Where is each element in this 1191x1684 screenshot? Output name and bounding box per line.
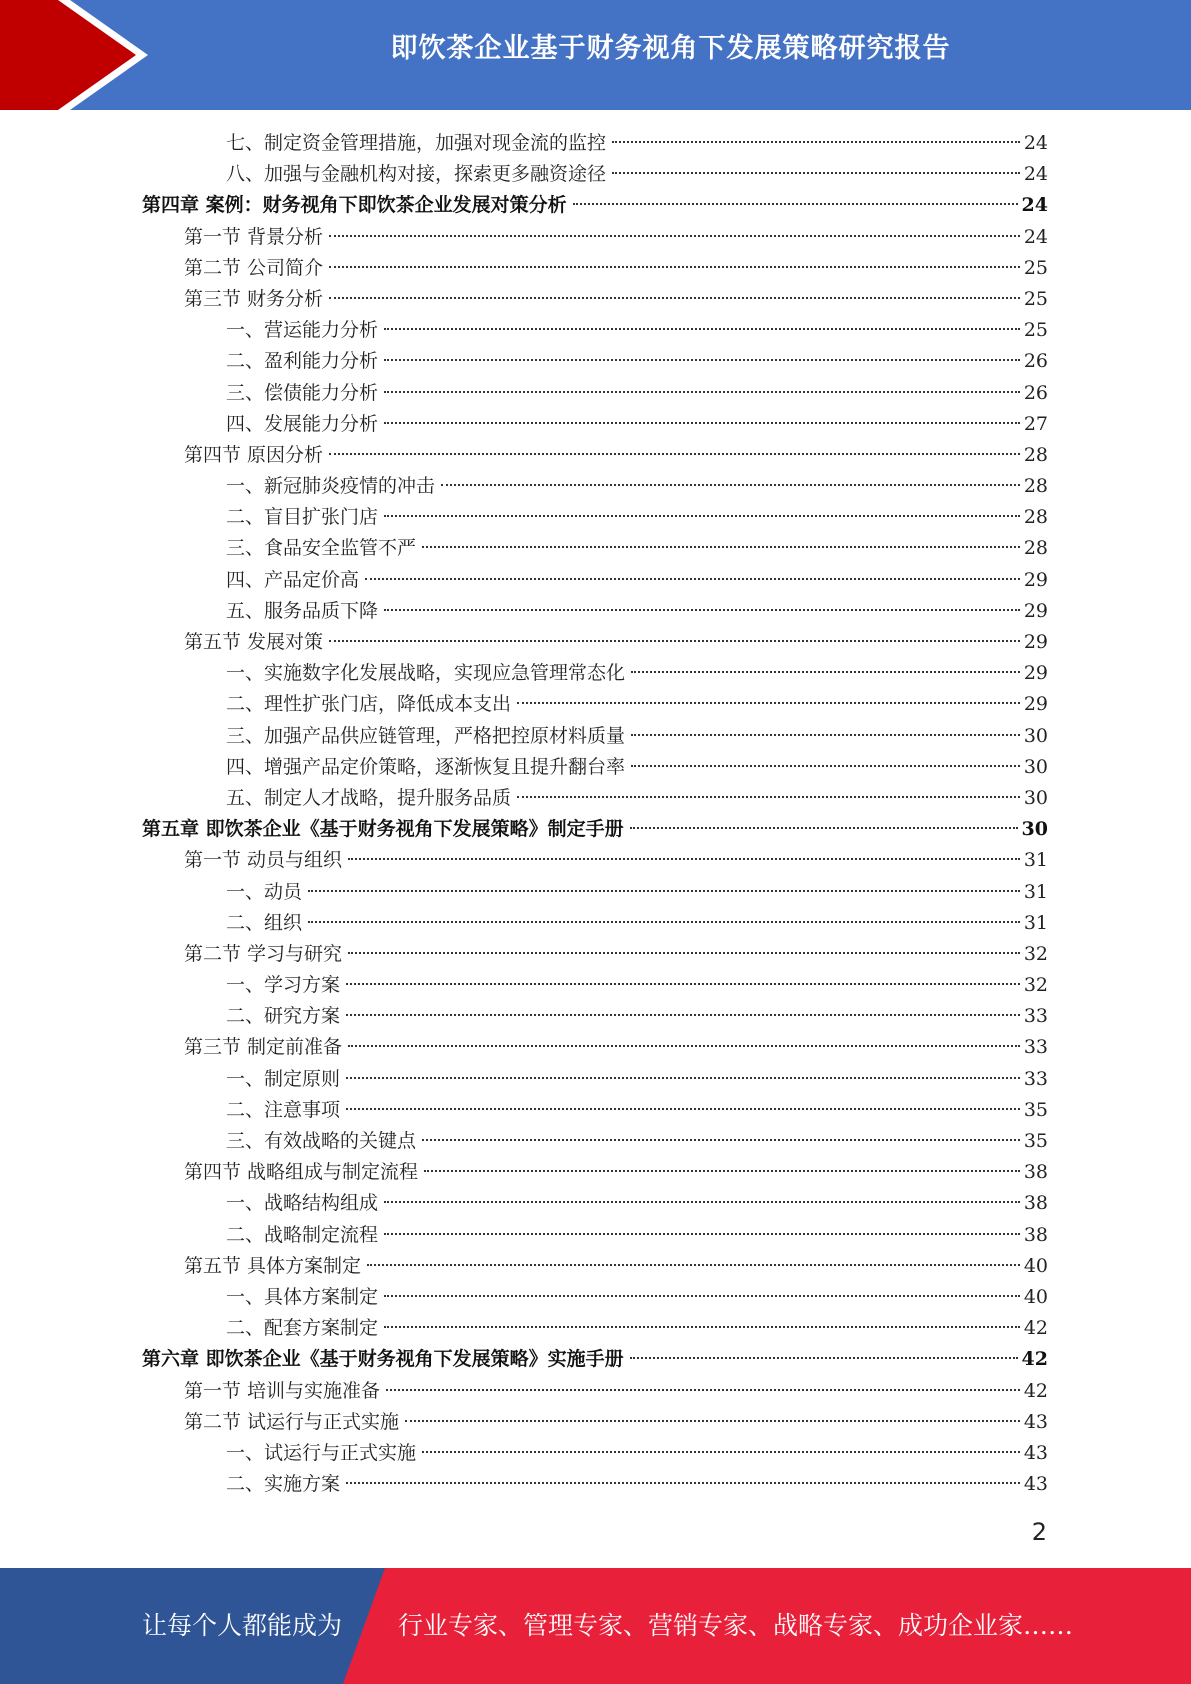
toc-dot-leader — [630, 1357, 1018, 1359]
toc-section-entry[interactable] — [142, 440, 1048, 471]
toc-entry-page: 35 — [1023, 1130, 1048, 1152]
toc-subsection-entry[interactable] — [142, 315, 1048, 346]
toc-dot-leader — [573, 203, 1018, 205]
toc-entry-title: 一、实施数字化发展战略，实现应急管理常态化 — [226, 662, 626, 685]
toc-entry-title: 一、具体方案制定 — [226, 1285, 379, 1308]
footer-slogan-right: 行业专家、管理专家、营销专家、战略专家、成功企业家…… — [398, 1611, 1074, 1640]
toc-dot-leader — [424, 1170, 1020, 1172]
toc-dot-leader — [384, 1233, 1020, 1235]
toc-dot-leader — [384, 515, 1020, 517]
toc-entry-page: 28 — [1023, 443, 1048, 466]
toc-entry-title: 三、有效战略的关键点 — [226, 1130, 417, 1152]
toc-dot-leader — [348, 952, 1020, 954]
toc-section-entry[interactable] — [142, 1407, 1048, 1438]
toc-entry-page: 25 — [1023, 256, 1048, 279]
toc-entry-page: 29 — [1023, 599, 1048, 622]
toc-dot-leader — [405, 1420, 1020, 1422]
toc-entry-title: 第三节 财务分析 — [184, 287, 324, 310]
toc-entry-page: 26 — [1023, 350, 1048, 373]
toc-entry-title: 一、战略结构组成 — [226, 1192, 379, 1215]
toc-entry-page: 33 — [1023, 1005, 1048, 1028]
toc-entry-title: 第三节 制定前准备 — [184, 1036, 343, 1059]
toc-subsection-entry[interactable] — [142, 128, 1048, 159]
toc-dot-leader — [346, 1482, 1020, 1484]
toc-subsection-entry[interactable] — [142, 689, 1048, 720]
toc-subsection-entry[interactable] — [142, 1469, 1048, 1500]
toc-entry-title: 四、增强产品定价策略，逐渐恢复且提升翻台率 — [226, 755, 626, 778]
toc-entry-page: 28 — [1023, 506, 1048, 529]
toc-dot-leader — [612, 172, 1020, 174]
toc-entry-title: 二、盲目扩张门店 — [226, 506, 379, 529]
toc-dot-leader — [630, 827, 1018, 829]
toc-section-entry[interactable] — [142, 222, 1048, 253]
toc-section-entry[interactable] — [142, 939, 1048, 970]
toc-entry-page: 42 — [1023, 1317, 1048, 1340]
toc-dot-leader — [346, 1108, 1020, 1110]
toc-entry-page: 42 — [1023, 1379, 1048, 1402]
toc-dot-leader — [367, 1264, 1020, 1266]
toc-entry-page: 30 — [1023, 755, 1048, 778]
toc-dot-leader — [384, 328, 1020, 330]
toc-entry-title: 四、产品定价高 — [226, 568, 360, 591]
toc-subsection-entry[interactable] — [142, 908, 1048, 939]
toc-entry-page: 30 — [1023, 724, 1048, 747]
toc-chapter-entry[interactable] — [142, 190, 1048, 221]
toc-subsection-entry[interactable] — [142, 1001, 1048, 1032]
toc-dot-leader — [517, 796, 1020, 798]
page-header — [0, 0, 1191, 110]
toc-subsection-entry[interactable] — [142, 346, 1048, 377]
toc-dot-leader — [329, 235, 1020, 237]
toc-entry-page: 24 — [1023, 225, 1048, 248]
toc-dot-leader — [517, 702, 1020, 704]
footer-slogan-left: 让每个人都能成为 — [142, 1611, 343, 1640]
toc-dot-leader — [631, 734, 1020, 736]
toc-entry-page: 38 — [1023, 1161, 1048, 1184]
toc-section-entry[interactable] — [142, 845, 1048, 876]
toc-dot-leader — [329, 453, 1020, 455]
toc-entry-page: 30 — [1021, 818, 1048, 841]
page-number: 2 — [1031, 1518, 1047, 1546]
toc-chapter-entry[interactable] — [142, 1344, 1048, 1375]
toc-subsection-entry[interactable] — [142, 1188, 1048, 1219]
toc-entry-page: 38 — [1023, 1223, 1048, 1246]
toc-section-entry[interactable] — [142, 1251, 1048, 1282]
toc-entry-page: 33 — [1023, 1067, 1048, 1090]
toc-section-entry[interactable] — [142, 253, 1048, 284]
toc-entry-title: 第六章 即饮茶企业《基于财务视角下发展策略》实施手册 — [142, 1348, 624, 1371]
toc-subsection-entry[interactable] — [142, 1064, 1048, 1095]
toc-entry-page: 42 — [1021, 1348, 1048, 1371]
toc-dot-leader — [422, 1451, 1020, 1453]
toc-dot-leader — [384, 609, 1020, 611]
toc-dot-leader — [365, 578, 1020, 580]
toc-entry-title: 五、服务品质下降 — [226, 599, 379, 622]
toc-dot-leader — [631, 671, 1020, 673]
toc-dot-leader — [422, 1139, 1020, 1141]
toc-section-entry[interactable] — [142, 627, 1048, 658]
toc-entry-title: 第一节 培训与实施准备 — [184, 1379, 381, 1402]
toc-entry-title: 三、偿债能力分析 — [226, 381, 379, 404]
toc-entry-page: 31 — [1023, 911, 1048, 934]
toc-dot-leader — [384, 359, 1020, 361]
toc-entry-page: 24 — [1023, 132, 1048, 154]
toc-subsection-entry[interactable] — [142, 565, 1048, 596]
toc-entry-page: 25 — [1023, 287, 1048, 310]
toc-entry-title: 五、制定人才战略，提升服务品质 — [226, 786, 512, 809]
report-title: 即饮茶企业基于财务视角下发展策略研究报告 — [390, 33, 951, 64]
toc-dot-leader — [612, 141, 1020, 143]
toc-entry-page: 29 — [1023, 631, 1048, 653]
toc-entry-page: 40 — [1023, 1254, 1048, 1277]
toc-dot-leader — [386, 1389, 1020, 1391]
toc-entry-title: 二、研究方案 — [226, 1005, 341, 1028]
toc-dot-leader — [422, 546, 1020, 548]
toc-entry-page: 40 — [1023, 1285, 1048, 1308]
toc-dot-leader — [346, 983, 1020, 985]
toc-subsection-entry[interactable] — [142, 1438, 1048, 1469]
toc-entry-page: 29 — [1023, 693, 1048, 716]
toc-entry-title: 二、战略制定流程 — [226, 1223, 379, 1246]
table-of-contents — [142, 128, 1048, 1500]
toc-entry-page: 33 — [1023, 1036, 1048, 1059]
page-footer — [0, 1568, 1191, 1684]
toc-dot-leader — [384, 1295, 1020, 1297]
toc-subsection-entry[interactable] — [142, 159, 1048, 190]
toc-entry-title: 三、加强产品供应链管理，严格把控原材料质量 — [226, 724, 626, 747]
toc-dot-leader — [631, 765, 1020, 767]
toc-entry-title: 第五节 发展对策 — [184, 631, 324, 653]
toc-entry-page: 38 — [1023, 1192, 1048, 1215]
toc-entry-title: 第四节 原因分析 — [184, 443, 324, 466]
toc-subsection-entry[interactable] — [142, 502, 1048, 533]
toc-entry-title: 二、实施方案 — [226, 1473, 341, 1496]
toc-entry-title: 第二节 学习与研究 — [184, 942, 343, 965]
toc-entry-title: 三、食品安全监管不严 — [226, 537, 417, 560]
toc-subsection-entry[interactable] — [142, 409, 1048, 440]
toc-subsection-entry[interactable] — [142, 1313, 1048, 1344]
toc-dot-leader — [346, 1014, 1020, 1016]
toc-entry-page: 43 — [1023, 1410, 1048, 1433]
toc-dot-leader — [384, 1326, 1020, 1328]
toc-dot-leader — [329, 297, 1020, 299]
toc-entry-title: 第四章 案例：财务视角下即饮茶企业发展对策分析 — [142, 194, 567, 217]
toc-dot-leader — [308, 890, 1020, 892]
toc-subsection-entry[interactable] — [142, 1126, 1048, 1157]
toc-subsection-entry[interactable] — [142, 471, 1048, 502]
toc-entry-title: 一、新冠肺炎疫情的冲击 — [226, 475, 436, 498]
toc-entry-page: 43 — [1023, 1441, 1048, 1464]
toc-subsection-entry[interactable] — [142, 533, 1048, 564]
toc-entry-page: 28 — [1023, 475, 1048, 498]
toc-subsection-entry[interactable] — [142, 752, 1048, 783]
toc-entry-page: 24 — [1021, 194, 1048, 217]
toc-subsection-entry[interactable] — [142, 378, 1048, 409]
toc-entry-title: 一、试运行与正式实施 — [226, 1441, 417, 1464]
toc-dot-leader — [384, 422, 1020, 424]
toc-subsection-entry[interactable] — [142, 877, 1048, 908]
toc-dot-leader — [348, 1045, 1020, 1047]
toc-entry-page: 30 — [1023, 786, 1048, 809]
toc-entry-page: 29 — [1023, 662, 1048, 685]
toc-entry-page: 25 — [1023, 319, 1048, 342]
toc-dot-leader — [384, 391, 1020, 393]
toc-entry-title: 二、配套方案制定 — [226, 1317, 379, 1340]
toc-entry-title: 四、发展能力分析 — [226, 412, 379, 435]
toc-entry-title: 第二节 公司简介 — [184, 256, 324, 279]
toc-entry-page: 26 — [1023, 381, 1048, 404]
toc-subsection-entry[interactable] — [142, 783, 1048, 814]
toc-entry-title: 第五节 具体方案制定 — [184, 1254, 362, 1277]
toc-entry-title: 七、制定资金管理措施，加强对现金流的监控 — [226, 132, 607, 154]
toc-entry-page: 28 — [1023, 537, 1048, 560]
toc-chapter-entry[interactable] — [142, 814, 1048, 845]
toc-entry-page: 27 — [1023, 412, 1048, 435]
toc-entry-title: 第一节 背景分析 — [184, 225, 324, 248]
toc-dot-leader — [348, 858, 1020, 860]
toc-dot-leader — [329, 640, 1020, 642]
toc-entry-page: 32 — [1023, 942, 1048, 965]
toc-entry-title: 一、制定原则 — [226, 1067, 341, 1090]
toc-entry-title: 一、动员 — [226, 880, 303, 903]
toc-subsection-entry[interactable] — [142, 1282, 1048, 1313]
toc-dot-leader — [346, 1077, 1020, 1079]
toc-entry-title: 二、注意事项 — [226, 1098, 341, 1121]
toc-entry-page: 24 — [1023, 163, 1048, 186]
toc-entry-page: 31 — [1023, 880, 1048, 903]
toc-subsection-entry[interactable] — [142, 721, 1048, 752]
toc-subsection-entry[interactable] — [142, 1095, 1048, 1126]
toc-subsection-entry[interactable] — [142, 1220, 1048, 1251]
toc-subsection-entry[interactable] — [142, 970, 1048, 1001]
toc-subsection-entry[interactable] — [142, 596, 1048, 627]
toc-section-entry[interactable] — [142, 1376, 1048, 1407]
toc-entry-page: 43 — [1023, 1473, 1048, 1496]
toc-subsection-entry[interactable] — [142, 658, 1048, 689]
toc-entry-title: 一、学习方案 — [226, 974, 341, 997]
toc-entry-page: 32 — [1023, 974, 1048, 997]
toc-entry-title: 二、盈利能力分析 — [226, 350, 379, 373]
toc-dot-leader — [384, 1201, 1020, 1203]
toc-entry-title: 一、营运能力分析 — [226, 319, 379, 342]
toc-entry-page: 31 — [1023, 849, 1048, 872]
toc-entry-title: 八、加强与金融机构对接，探索更多融资途径 — [226, 163, 607, 186]
toc-section-entry[interactable] — [142, 1032, 1048, 1063]
toc-dot-leader — [329, 266, 1020, 268]
toc-entry-title: 第二节 试运行与正式实施 — [184, 1410, 400, 1433]
toc-entry-title: 第四节 战略组成与制定流程 — [184, 1161, 419, 1184]
toc-section-entry[interactable] — [142, 1157, 1048, 1188]
toc-dot-leader — [441, 484, 1020, 486]
toc-entry-title: 二、组织 — [226, 911, 303, 934]
toc-entry-page: 35 — [1023, 1098, 1048, 1121]
toc-section-entry[interactable] — [142, 284, 1048, 315]
toc-dot-leader — [308, 921, 1020, 923]
toc-entry-title: 二、理性扩张门店，降低成本支出 — [226, 693, 512, 716]
toc-entry-title: 第五章 即饮茶企业《基于财务视角下发展策略》制定手册 — [142, 818, 624, 841]
toc-entry-title: 第一节 动员与组织 — [184, 849, 343, 872]
toc-entry-page: 29 — [1023, 568, 1048, 591]
